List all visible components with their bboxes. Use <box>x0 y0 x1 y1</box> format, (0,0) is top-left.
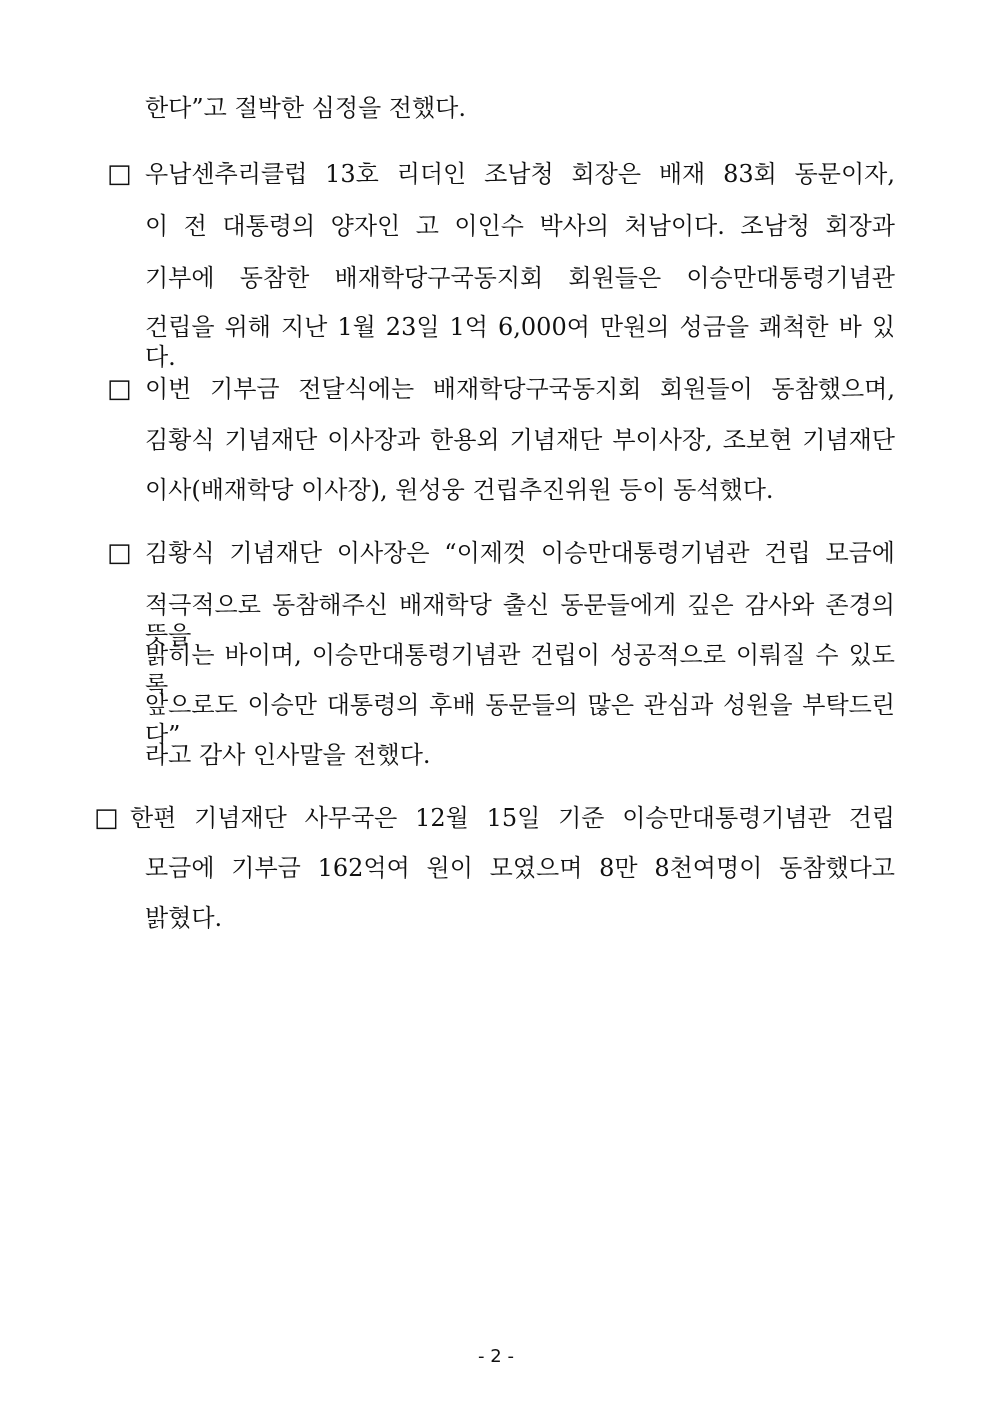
paragraph-line: 이 전 대통령의 양자인 고 이인수 박사의 처남이다. 조남청 회장과 <box>145 212 895 240</box>
paragraph-line: 라고 감사 인사말을 전했다. <box>145 741 431 769</box>
paragraph-line: 적극적으로 동참해주신 배재학당 출신 동문들에게 깊은 감사와 존경의 뜻을 <box>145 591 895 649</box>
paragraph-line: 한편 기념재단 사무국은 12월 15일 기준 이승만대통령기념관 건립 <box>130 804 895 832</box>
paragraph-line: 김황식 기념재단 이사장과 한용외 기념재단 부이사장, 조보현 기념재단 <box>145 426 895 454</box>
paragraph-line: 김황식 기념재단 이사장은 “이제껏 이승만대통령기념관 건립 모금에 <box>145 539 895 567</box>
paragraph-line: 우남센추리클럽 13호 리더인 조남청 회장은 배재 83회 동문이자, <box>145 160 895 188</box>
page-number: - 2 - <box>478 1346 514 1367</box>
paragraph-line: 이사(배재학당 이사장), 원성웅 건립추진위원 등이 동석했다. <box>145 476 774 504</box>
checkbox-bullet-icon: □ <box>107 159 132 189</box>
checkbox-bullet-icon: □ <box>107 374 132 404</box>
paragraph-line: 앞으로도 이승만 대통령의 후배 동문들의 많은 관심과 성원을 부탁드린다” <box>145 691 895 749</box>
paragraph-line: 기부에 동참한 배재학당구국동지회 회원들은 이승만대통령기념관 <box>145 264 895 292</box>
paragraph-line: 건립을 위해 지난 1월 23일 1억 6,000여 만원의 성금을 쾌척한 바 있다. <box>145 313 895 371</box>
paragraph-line: 밝혔다. <box>145 904 223 932</box>
checkbox-bullet-icon: □ <box>94 803 119 833</box>
checkbox-bullet-icon: □ <box>107 538 132 568</box>
paragraph-line: 이번 기부금 전달식에는 배재학당구국동지회 회원들이 동참했으며, <box>145 375 895 403</box>
paragraph-line: 밝히는 바이며, 이승만대통령기념관 건립이 성공적으로 이뤄질 수 있도록 <box>145 641 895 699</box>
paragraph-line: 모금에 기부금 162억여 원이 모였으며 8만 8천여명이 동참했다고 <box>145 854 895 882</box>
paragraph-line: 한다”고 절박한 심정을 전했다. <box>145 94 466 122</box>
